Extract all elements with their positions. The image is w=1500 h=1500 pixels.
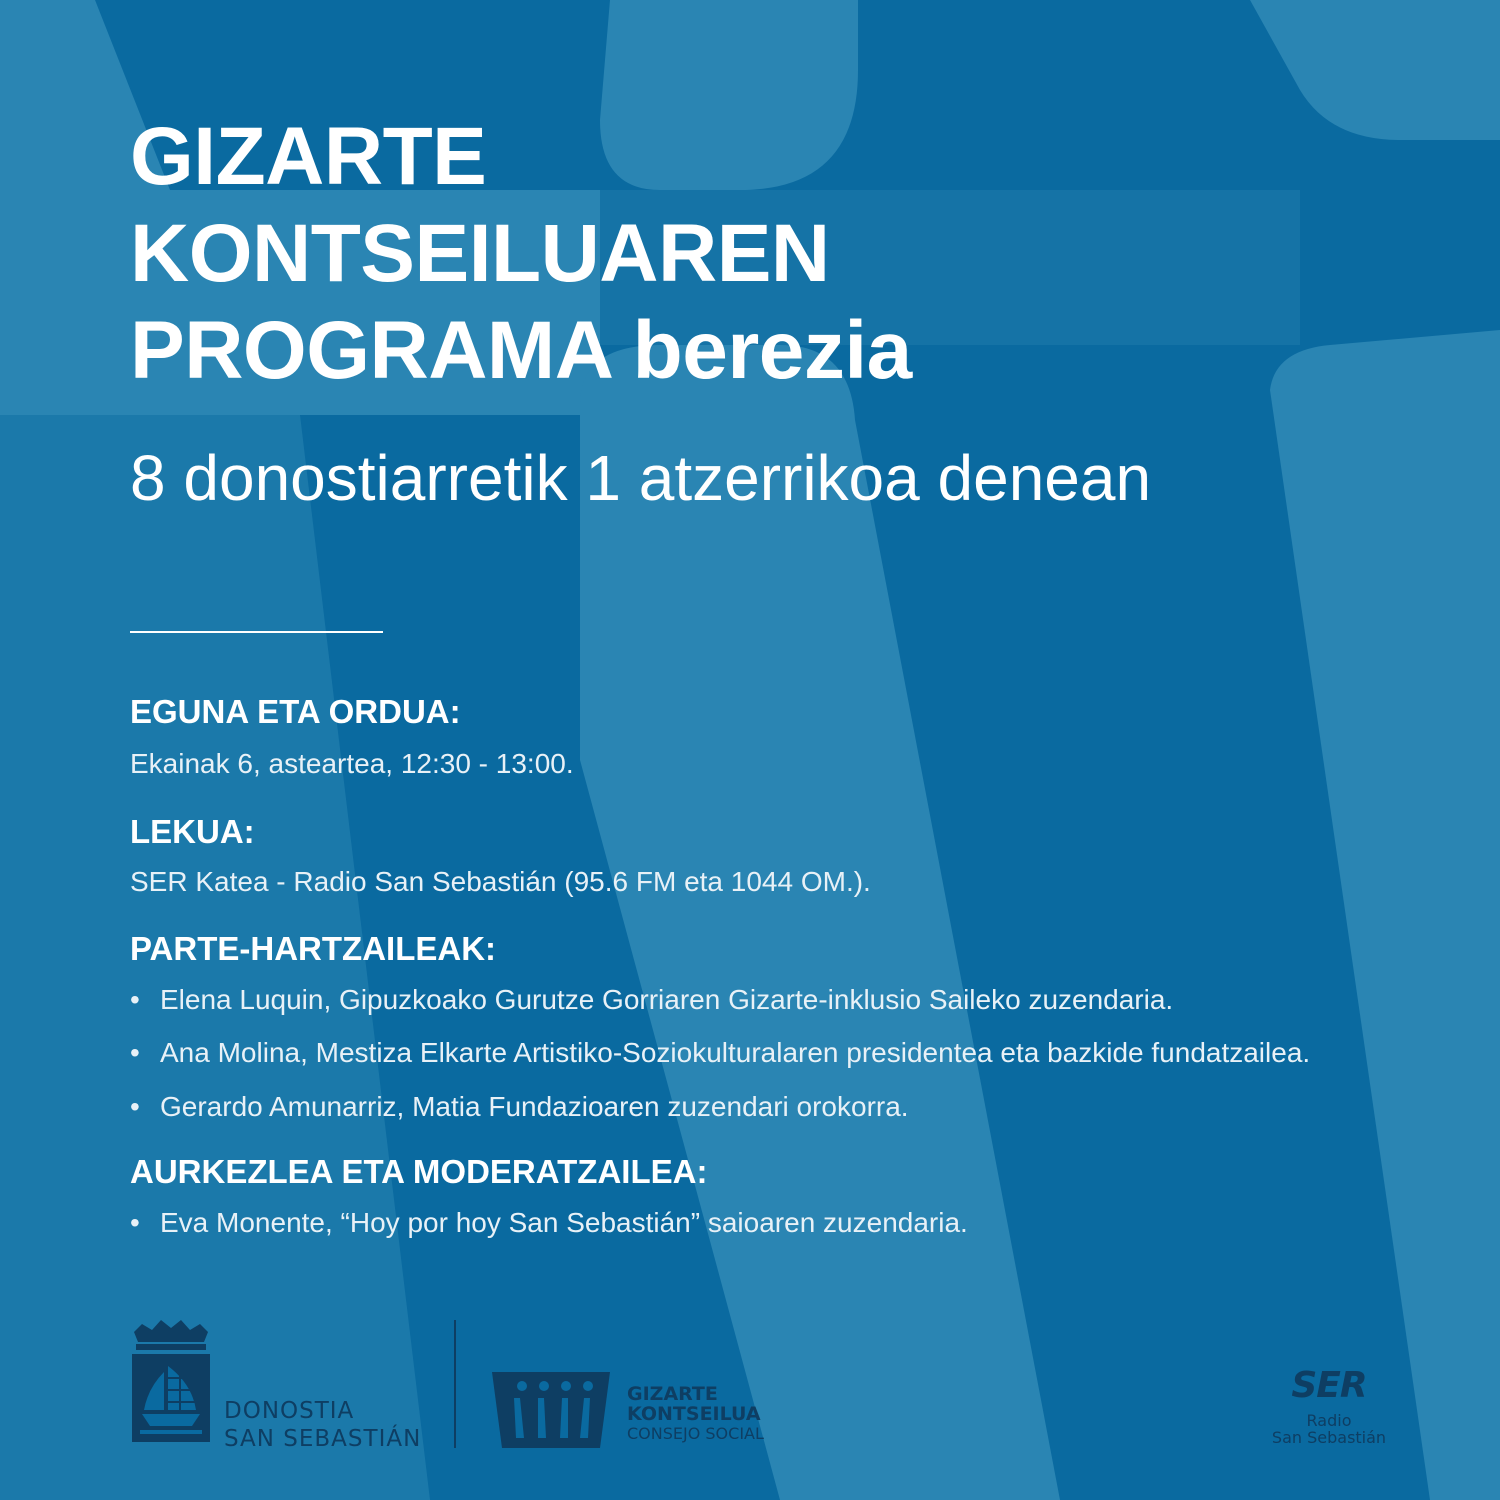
ser-logo-text: [1254, 1412, 1404, 1446]
gizarte-line1: GIZARTE: [627, 1383, 718, 1405]
gizarte-logo-text: [627, 1384, 764, 1444]
moderator-item: [130, 1205, 968, 1241]
bullet-icon: •: [130, 1207, 140, 1238]
logo-divider: [454, 1320, 456, 1448]
participants-label: PARTE-HARTZAILEAK:: [130, 930, 497, 967]
title-line-2: KONTSEILUAREN: [130, 208, 830, 299]
page-subtitle: 8 donostiarretik 1 atzerrikoa denean: [130, 442, 1152, 514]
ser-line2: San Sebastián: [1271, 1428, 1387, 1447]
donostia-line1: DONOSTIA: [224, 1398, 355, 1424]
date-label: EGUNA ETA ORDUA:: [130, 693, 461, 730]
page-title: [130, 108, 912, 399]
participant-text: Gerardo Amunarriz, Matia Fundazioaren zuzendari orokorra.: [160, 1091, 909, 1122]
title-line-3: PROGRAMA berezia: [130, 305, 912, 396]
divider: [130, 631, 383, 633]
ser-logo-brand: SER: [1291, 1365, 1367, 1406]
participant-item: [130, 1035, 1310, 1071]
moderator-text: Eva Monente, “Hoy por hoy San Sebastián” saioaren zuzendaria.: [160, 1207, 968, 1238]
bullet-icon: •: [130, 984, 140, 1015]
place-label: LEKUA:: [130, 813, 255, 850]
title-line-1: GIZARTE: [130, 111, 487, 202]
bullet-icon: •: [130, 1037, 140, 1068]
donostia-crest-icon: [130, 1318, 212, 1446]
donostia-logo-text: [224, 1397, 421, 1453]
participant-text: Ana Molina, Mestiza Elkarte Artistiko-Soziokulturalaren presidentea eta bazkide fundatzailea.: [160, 1037, 1311, 1068]
participant-item: [130, 1089, 909, 1125]
participant-text: Elena Luquin, Gipuzkoako Gurutze Gorriaren Gizarte-inklusio Saileko zuzendaria.: [160, 984, 1174, 1015]
moderator-label: AURKEZLEA ETA MODERATZAILEA:: [130, 1153, 708, 1190]
gizarte-kontseilua-mark-icon: [492, 1372, 610, 1448]
date-value: Ekainak 6, asteartea, 12:30 - 13:00.: [130, 748, 574, 779]
participant-item: [130, 982, 1173, 1018]
gizarte-line3: CONSEJO SOCIAL: [627, 1424, 764, 1443]
gizarte-line2: KONTSEILUA: [627, 1403, 761, 1425]
bullet-icon: •: [130, 1091, 140, 1122]
donostia-line2: SAN SEBASTIÁN: [224, 1426, 422, 1452]
logo-bar: [0, 1300, 1500, 1500]
place-value: SER Katea - Radio San Sebastián (95.6 FM eta 1044 OM.).: [130, 866, 871, 897]
ser-line1: Radio: [1306, 1411, 1352, 1430]
